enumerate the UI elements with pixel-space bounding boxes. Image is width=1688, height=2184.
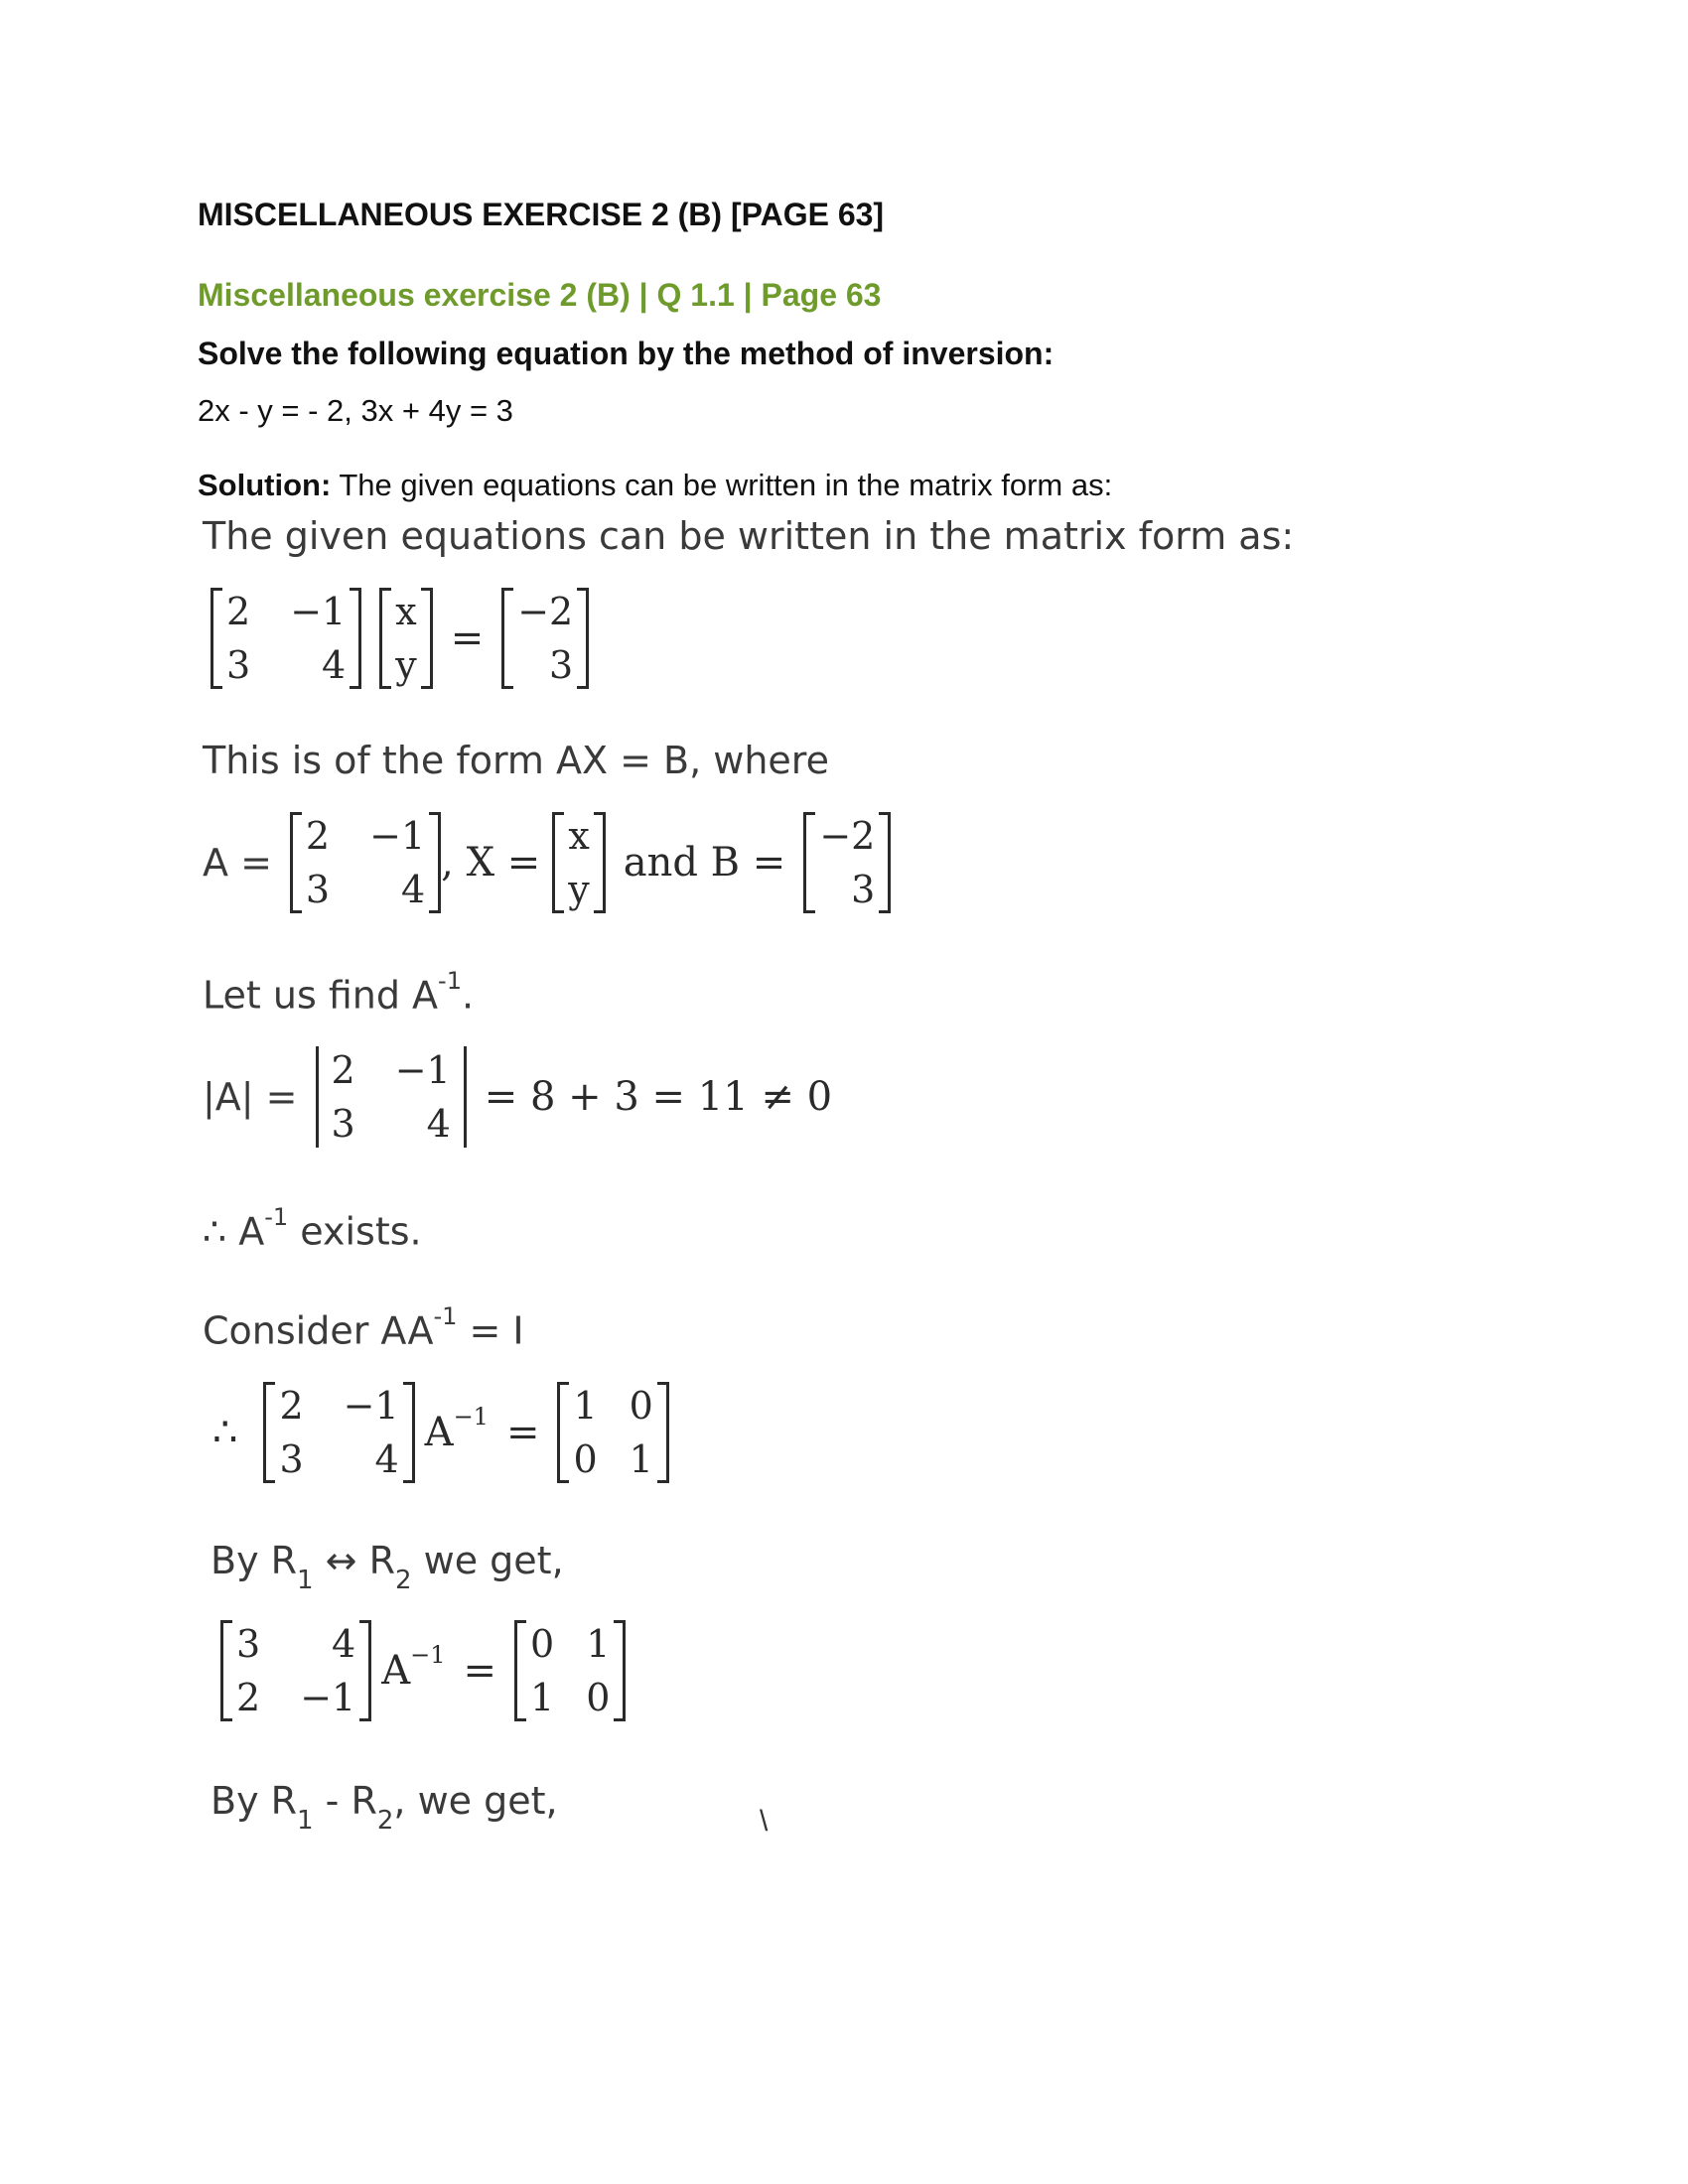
matrix-cell: −2 <box>819 814 876 858</box>
matrix-cell: x <box>568 814 590 858</box>
superscript: −1 <box>453 1403 489 1431</box>
line-text: Consider AA <box>203 1308 434 1353</box>
page-heading: MISCELLANEOUS EXERCISE 2 (B) [PAGE 63] <box>198 197 885 232</box>
matrix-cell: 2 <box>236 1676 261 1719</box>
subscript: 2 <box>376 1805 394 1836</box>
swap-arrow: ↔ R <box>313 1539 395 1582</box>
line-end: . <box>461 973 475 1018</box>
superscript: -1 <box>438 967 462 995</box>
subscript: 1 <box>297 1805 314 1836</box>
det-label: |A| = <box>203 1075 298 1119</box>
matrix-cell: −2 <box>517 590 574 633</box>
identity-matrix <box>557 1382 668 1483</box>
matrix-cell: 4 <box>322 643 347 687</box>
matrix-cell: 3 <box>331 1102 355 1146</box>
therefore-symbol: ∴ <box>212 1410 238 1455</box>
matrix-form-intro: The given equations can be written in the matrix form as: <box>203 514 1295 558</box>
matrix-cell: 3 <box>305 868 331 911</box>
matrix-cell: 2 <box>226 590 251 633</box>
matrix-cell: −1 <box>290 590 347 633</box>
matrix-cell: −1 <box>343 1384 399 1428</box>
matrix-definitions <box>203 812 891 913</box>
matrix-cell: y <box>395 643 417 687</box>
matrix-equation <box>211 588 589 689</box>
equals-sign: = <box>463 1648 497 1694</box>
matrix-a <box>290 812 441 913</box>
matrix-cell: 1 <box>573 1384 598 1428</box>
matrix-cell: 0 <box>530 1622 555 1666</box>
superscript: -1 <box>264 1203 289 1231</box>
a-inverse: A <box>424 1410 454 1455</box>
x-label: , X = <box>441 840 541 886</box>
row-subtract-line <box>211 1779 558 1836</box>
a-inverse: A <box>381 1648 411 1694</box>
b-label: and B = <box>623 840 786 886</box>
line-mid: - R <box>313 1779 377 1823</box>
matrix-cell: −1 <box>394 1048 451 1092</box>
matrix-cell: 3 <box>279 1437 304 1481</box>
row-swap-line <box>211 1539 564 1595</box>
given-equations: 2x - y = - 2, 3x + 4y = 3 <box>198 393 513 428</box>
matrix-x <box>552 812 605 913</box>
matrix-cell: 3 <box>226 643 251 687</box>
matrix-cell: 4 <box>374 1437 399 1481</box>
matrix-b <box>501 588 589 689</box>
line-end: = I <box>457 1308 524 1353</box>
matrix-cell: 4 <box>426 1102 451 1146</box>
line-text: By R <box>211 1539 298 1582</box>
solution-label: Solution: <box>198 468 332 502</box>
identity-equation <box>212 1382 669 1483</box>
matrix-cell: 2 <box>305 814 331 858</box>
superscript: -1 <box>433 1302 458 1330</box>
consider-line <box>203 1302 524 1353</box>
matrix-cell: 1 <box>586 1622 611 1666</box>
line-text: ∴ A <box>203 1209 265 1254</box>
line-end: we get, <box>411 1539 564 1582</box>
line-end: , we get, <box>393 1779 558 1823</box>
matrix-cell: 0 <box>629 1384 653 1428</box>
matrix-cell: 3 <box>236 1622 261 1666</box>
inverse-exists-line <box>203 1203 422 1254</box>
matrix-cell: 4 <box>400 868 426 911</box>
matrix-cell: y <box>568 868 590 911</box>
matrix-cell: 4 <box>332 1622 356 1666</box>
matrix-cell: −1 <box>300 1676 356 1719</box>
matrix-rhs <box>514 1620 626 1721</box>
matrix-cell: 0 <box>573 1437 598 1481</box>
matrix-cell: 2 <box>279 1384 304 1428</box>
swapped-equation <box>220 1620 626 1721</box>
subscript: 1 <box>297 1565 314 1595</box>
find-inverse-line <box>203 967 475 1018</box>
solution-line <box>198 468 1112 503</box>
matrix-cell: 3 <box>549 643 574 687</box>
form-line: This is of the form AX = B, where <box>203 739 829 782</box>
line-text: Let us find A <box>203 973 439 1018</box>
question-text: Solve the following equation by the method of inversion: <box>198 336 1055 371</box>
determinant-line <box>203 1046 850 1148</box>
subscript: 2 <box>395 1565 412 1595</box>
matrix-swapped <box>220 1620 371 1721</box>
line-text: By R <box>211 1779 298 1823</box>
matrix-cell: 1 <box>530 1676 555 1719</box>
stray-mark: \ <box>760 1805 769 1838</box>
matrix-cell: 0 <box>586 1676 611 1719</box>
matrix-a <box>211 588 361 689</box>
equals-sign: = <box>450 615 485 661</box>
matrix-x <box>379 588 432 689</box>
a-label: A = <box>203 841 272 885</box>
solution-intro: The given equations can be written in the matrix form as: <box>331 468 1113 502</box>
equals-sign: = <box>505 1410 540 1455</box>
determinant <box>316 1046 467 1148</box>
matrix-cell: x <box>395 590 417 633</box>
question-reference: Miscellaneous exercise 2 (B) | Q 1.1 | Page 63 <box>198 277 882 313</box>
matrix-cell: 3 <box>851 868 876 911</box>
det-result: = 8 + 3 = 11 ≠ 0 <box>484 1074 833 1120</box>
matrix-a <box>263 1382 414 1483</box>
matrix-cell: −1 <box>369 814 426 858</box>
line-end: exists. <box>288 1209 422 1254</box>
superscript: −1 <box>410 1641 446 1669</box>
matrix-cell: 1 <box>629 1437 653 1481</box>
matrix-b <box>803 812 891 913</box>
matrix-cell: 2 <box>331 1048 355 1092</box>
